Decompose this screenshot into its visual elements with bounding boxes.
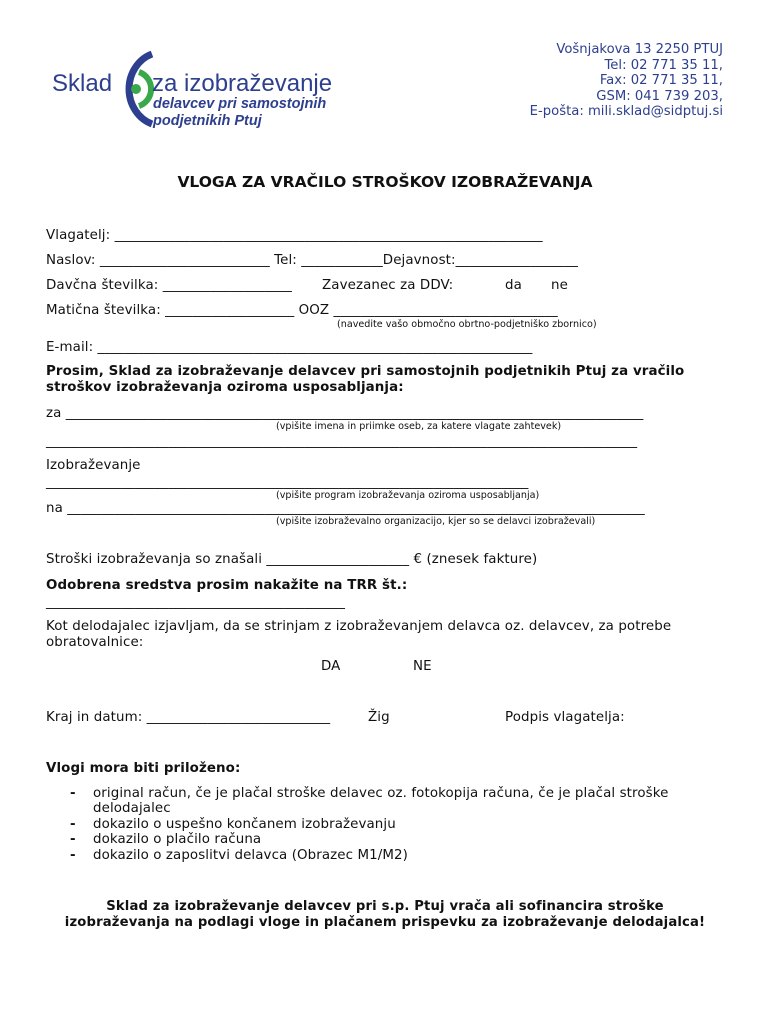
- izjava-ne-option[interactable]: NE: [413, 659, 432, 674]
- contact-gsm: GSM: 041 739 203,: [596, 88, 723, 104]
- email-field[interactable]: E-mail: ________________________________________________________________: [46, 340, 533, 355]
- izobrazevanje-label: Izobraževanje: [46, 458, 141, 473]
- zavezanec-ddv-label: Zavezanec za DDV:: [322, 278, 454, 293]
- logo-subline-2: podjetnikih Ptuj: [153, 113, 262, 129]
- na-organization-field[interactable]: na _____________________________________________________________________________________: [46, 501, 645, 516]
- izjava-text: [46, 619, 671, 651]
- na-hint: (vpišite izobraževalno organizacijo, kjer so se delavci izobraževali): [276, 516, 596, 527]
- trr-field[interactable]: ____________________________________________: [46, 595, 345, 610]
- contact-fax: Fax: 02 771 35 11,: [599, 73, 723, 89]
- list-bullet: -: [70, 817, 76, 832]
- list-item-3: dokazilo o plačilo računa: [93, 832, 262, 847]
- list-bullet: -: [70, 786, 76, 801]
- list-bullet: -: [70, 848, 76, 863]
- izjava-line-1: Kot delodajalec izjavljam, da se strinjam z izobraževanjem delavca oz. delavcev, za potrebe: [46, 619, 672, 634]
- list-bullet: -: [70, 832, 76, 847]
- list-item-1-line-1: original račun, če je plačal stroške delavec oz. fotokopija računa, če je plačal stroške: [93, 786, 669, 801]
- ooz-hint: (navedite vašo območno obrtno-podjetniško zbornico): [337, 319, 597, 330]
- list-item-1-line-2: delodajalec: [93, 801, 171, 816]
- izobrazevanje-field[interactable]: _______________________________________________________________________: [46, 475, 529, 490]
- izjava-line-2: obratovalnice:: [46, 635, 144, 650]
- odobrena-label: Odobrena sredstva prosim nakažite na TRR št.:: [46, 578, 408, 593]
- logo-word-sklad: Sklad: [52, 70, 113, 97]
- izobrazevanje-hint: (vpišite program izobraževanja oziroma usposabljanja): [276, 490, 540, 501]
- request-line-2: stroškov izobraževanja oziroma usposabljanja:: [46, 380, 404, 395]
- davcna-stevilka-field[interactable]: Davčna številka: ___________________: [46, 278, 292, 293]
- stroski-field[interactable]: Stroški izobraževanja so znašali _____________________ € (znesek fakture): [46, 552, 538, 567]
- za-persons-field[interactable]: za _____________________________________________________________________________________: [46, 406, 644, 421]
- contact-block: [530, 42, 723, 120]
- contact-address: Vošnjakova 13 2250 PTUJ: [556, 42, 723, 57]
- kraj-datum-field[interactable]: Kraj in datum: ___________________________: [46, 710, 331, 725]
- list-item-2: dokazilo o uspešno končanem izobraževanju: [93, 817, 396, 832]
- ddv-da-option[interactable]: da: [505, 278, 522, 293]
- contact-email: E-pošta: mili.sklad@sidptuj.si: [529, 104, 723, 120]
- list-item-4: dokazilo o zaposlitvi delavca (Obrazec M1/M2): [93, 848, 408, 863]
- closing-statement: Sklad za izobraževanje delavcev pri s.p. Ptuj vrača ali sofinancira stroške izobraževanja na podlagi vloge in plačanem prispevku za izobraževanje delodajalca!: [64, 899, 706, 930]
- logo-subline-1: delavcev pri samostojnih: [153, 96, 327, 112]
- podpis-label: Podpis vlagatelja:: [505, 710, 625, 725]
- logo-mark: [112, 48, 156, 130]
- logo-word-za-izobrazevanje: za izobraževanje: [152, 70, 333, 97]
- ddv-ne-option[interactable]: ne: [551, 278, 568, 293]
- contact-tel: Tel: 02 771 35 11,: [604, 57, 723, 73]
- request-line-1: Prosim, Sklad za izobraževanje delavcev pri samostojnih podjetnikih Ptuj za vračilo: [46, 364, 685, 379]
- attachments-heading: Vlogi mora biti priloženo:: [46, 761, 241, 776]
- page-title: VLOGA ZA VRAČILO STROŠKOV IZOBRAŽEVANJA: [177, 173, 593, 191]
- vlagatelj-field[interactable]: Vlagatelj: _______________________________________________________________: [46, 228, 543, 243]
- naslov-tel-dejavnost-field[interactable]: Naslov: _________________________ Tel: ____________Dejavnost:__________________: [46, 253, 578, 268]
- izjava-da-option[interactable]: DA: [321, 659, 341, 674]
- maticna-ooz-field[interactable]: Matična številka: ___________________ OOZ _________________________________: [46, 303, 558, 318]
- za-persons-field-2[interactable]: _______________________________________________________________________________________: [46, 434, 638, 449]
- za-hint: (vpišite imena in priimke oseb, za katere vlagate zahtevek): [276, 421, 562, 432]
- zig-label: Žig: [368, 710, 390, 725]
- request-text: [46, 364, 684, 396]
